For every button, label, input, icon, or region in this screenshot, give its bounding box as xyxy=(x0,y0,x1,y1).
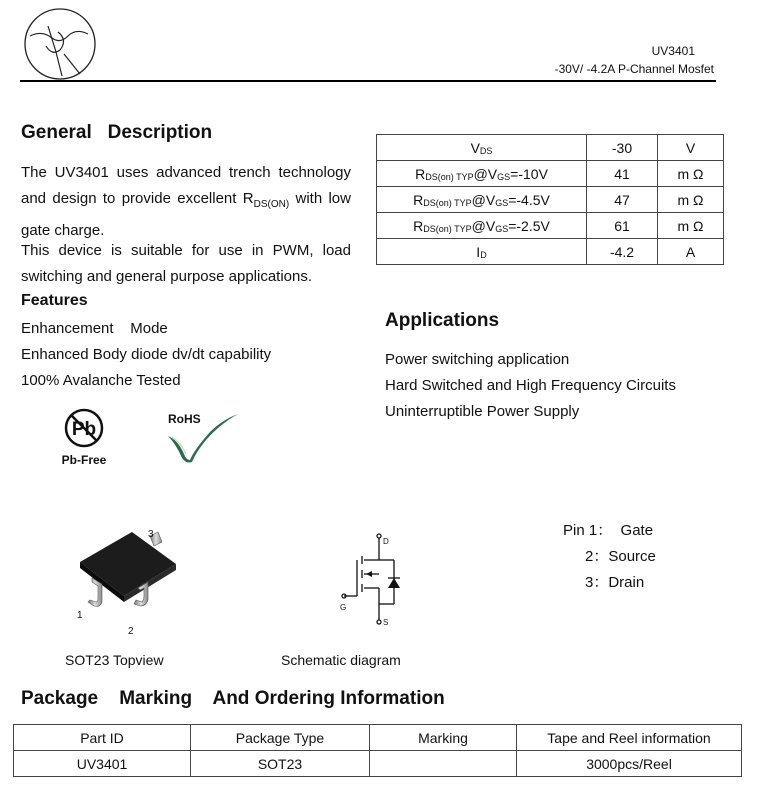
spec-row xyxy=(377,213,724,239)
spec-row xyxy=(377,187,724,213)
pin-3-label: 3 xyxy=(148,529,154,540)
gate-label: G xyxy=(340,603,347,612)
ordering-title: Package Marking And Ordering Information xyxy=(21,688,445,709)
applications-item: Power switching application xyxy=(385,351,570,368)
ordering-table xyxy=(13,724,742,777)
applications-title: Applications xyxy=(385,310,500,331)
pin-1-row: Pin 1： Gate xyxy=(563,522,654,539)
spec-unit: m Ω xyxy=(658,161,724,187)
spec-unit: A xyxy=(658,239,724,265)
pb-free-logo xyxy=(52,406,116,467)
ordering-cell: UV3401 xyxy=(14,751,191,777)
general-description-title: General Description xyxy=(21,122,213,143)
sot23-package-image xyxy=(70,522,190,642)
general-description-para1: The UV3401 uses advanced trench technology and design to provide excellent $R_{DS(ON)}$ with low gate charge. xyxy=(21,164,351,239)
spec-value: -30 xyxy=(587,135,658,161)
pin-3-row: 3：Drain xyxy=(585,574,645,591)
ordering-header-row xyxy=(14,725,742,751)
source-label: S xyxy=(383,618,389,627)
pin-1-label: 1 xyxy=(77,610,83,621)
mosfet-schematic xyxy=(330,530,410,630)
ordering-header: Tape and Reel information xyxy=(517,725,742,751)
header-part-number: UV3401 xyxy=(651,44,695,58)
pin-2-label: 2 xyxy=(128,626,134,637)
spec-param: $R_{DS(on) TYP}@V_{GS}=-10V$ xyxy=(377,161,587,187)
spec-value: -4.2 xyxy=(587,239,658,265)
ordering-cell xyxy=(370,751,517,777)
ordering-header: Marking xyxy=(370,725,517,751)
ordering-row xyxy=(14,751,742,777)
general-description-para2: This device is suitable for use in PWM, load switching and general purpose applications. xyxy=(21,242,351,285)
applications-item: Hard Switched and High Frequency Circuits xyxy=(385,377,676,394)
spec-value: 61 xyxy=(587,213,658,239)
ordering-cell: SOT23 xyxy=(191,751,370,777)
spec-unit: m Ω xyxy=(658,187,724,213)
spec-param: $V_{DS}$ xyxy=(377,135,587,161)
spec-row xyxy=(377,135,724,161)
spec-unit: V xyxy=(658,135,724,161)
pb-symbol: Pb xyxy=(71,419,97,440)
features-item: 100% Avalanche Tested xyxy=(21,372,181,389)
spec-row xyxy=(377,161,724,187)
header-subtitle: -30V/ -4.2A P-Channel Mosfet xyxy=(554,62,714,76)
pb-free-icon xyxy=(52,406,116,450)
ordering-cell: 3000pcs/Reel xyxy=(517,751,742,777)
ordering-header: Part ID xyxy=(14,725,191,751)
spec-value: 41 xyxy=(587,161,658,187)
spec-value: 47 xyxy=(587,187,658,213)
company-logo xyxy=(22,6,98,82)
header-divider xyxy=(20,80,716,82)
ordering-header: Package Type xyxy=(191,725,370,751)
features-item: Enhanced Body diode dv/dt capability xyxy=(21,346,272,363)
spec-param: $R_{DS(on) TYP}@V_{GS}=-2.5V$ xyxy=(377,213,587,239)
features-item: Enhancement Mode xyxy=(21,320,168,337)
spec-row xyxy=(377,239,724,265)
pb-free-label: Pb-Free xyxy=(61,453,107,467)
applications-item: Uninterruptible Power Supply xyxy=(385,403,580,420)
spec-table xyxy=(376,134,724,265)
schematic-caption: Schematic diagram xyxy=(281,652,401,668)
spec-unit: m Ω xyxy=(658,213,724,239)
drain-label: D xyxy=(383,537,389,546)
rohs-logo xyxy=(164,410,244,466)
rohs-label: RoHS xyxy=(168,412,201,426)
spec-param: $I_D$ xyxy=(377,239,587,265)
spec-param: $R_{DS(on) TYP}@V_{GS}=-4.5V$ xyxy=(377,187,587,213)
sot23-caption: SOT23 Topview xyxy=(65,652,164,668)
pin-2-row: 2：Source xyxy=(585,548,656,565)
features-title: Features xyxy=(21,292,88,309)
